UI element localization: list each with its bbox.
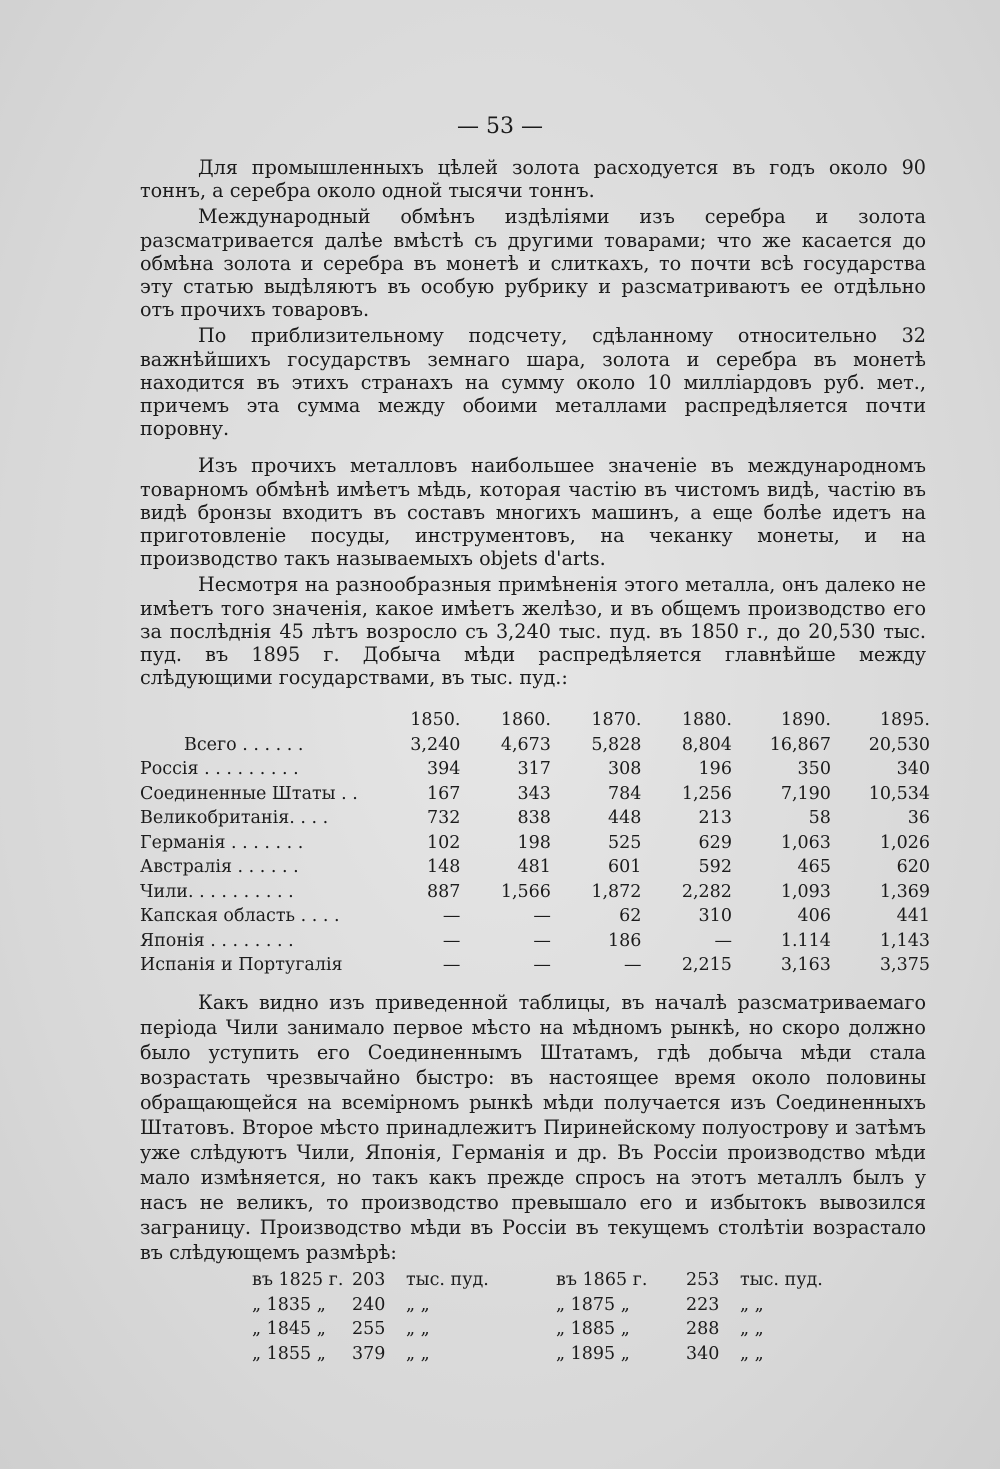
table-cell: 887 — [427, 881, 461, 902]
table-cell: 1,143 — [879, 930, 930, 951]
country-name: Японія . . . . . . . . — [140, 930, 294, 951]
table-cell: 167 — [427, 783, 461, 804]
table-cell: 213 — [698, 808, 732, 829]
table-cell: 1,256 — [681, 783, 732, 804]
table-cell: 148 — [427, 857, 461, 878]
unit-cell: „ „ — [406, 1319, 430, 1340]
table-cell: 394 — [427, 759, 461, 780]
table-cell: 601 — [608, 857, 642, 878]
country-name: Капская область . . . . — [140, 906, 340, 927]
table-cell: 20,530 — [868, 734, 930, 755]
value-cell: 288 — [686, 1319, 720, 1340]
table-cell: 2,215 — [681, 955, 732, 976]
year-cell: въ 1865 г. — [556, 1270, 648, 1291]
table-cell: 3,375 — [879, 955, 930, 976]
table-cell: 1,369 — [879, 881, 930, 902]
table-row — [140, 782, 930, 807]
paragraph: Несмотря на разнообразныя примѣненія этого металла, онъ далеко не имѣетъ того значенія, какое имѣетъ желѣзо, и въ общемъ производство его за послѣднія 45 лѣтъ возросло съ 3,240 тыс. пуд. въ 1850 г., до 20,530 тыс. пуд. въ 1895 г. Добыча мѣди распредѣляется главнѣйше между слѣдующими государствами, въ тыс. пуд.: — [140, 573, 926, 690]
table-cell: 784 — [608, 783, 642, 804]
table-cell: 308 — [608, 759, 642, 780]
value-cell: 255 — [352, 1319, 386, 1340]
year-cell: въ 1825 г. — [252, 1270, 344, 1291]
country-name: Германія . . . . . . . — [140, 832, 304, 853]
table-cell: 317 — [517, 759, 551, 780]
year-cell: „ 1895 „ — [556, 1343, 630, 1364]
unit-cell: „ „ — [740, 1294, 764, 1315]
year-header: 1895. — [879, 710, 930, 731]
year-header: 1870. — [591, 710, 642, 731]
copper-production-table — [140, 708, 930, 978]
table-cell: 10,534 — [868, 783, 930, 804]
table-cell: 310 — [698, 906, 732, 927]
table-cell: 8,804 — [681, 734, 732, 755]
text-body-2 — [140, 990, 926, 1265]
value-cell: 223 — [686, 1294, 720, 1315]
table-cell: 732 — [427, 808, 461, 829]
country-name: Испанія и Португалія — [140, 955, 343, 976]
table-row — [252, 1342, 890, 1367]
table-cell: 5,828 — [591, 734, 642, 755]
year-header: 1860. — [500, 710, 551, 731]
table-cell: 196 — [698, 759, 732, 780]
value-cell: 203 — [352, 1270, 386, 1291]
unit-cell: „ „ — [740, 1319, 764, 1340]
table-cell: 592 — [698, 857, 732, 878]
table-row — [140, 855, 930, 880]
value-cell: 340 — [686, 1343, 720, 1364]
paragraph: Для промышленныхъ цѣлей золота расходуется въ годъ около 90 тоннъ, а серебра около одной тысячи тоннъ. — [140, 156, 926, 203]
table-cell: — — [533, 955, 551, 976]
country-name: Всего . . . . . . — [184, 734, 304, 755]
table-cell: 62 — [619, 906, 642, 927]
table-row — [140, 831, 930, 856]
table-cell: 198 — [517, 832, 551, 853]
table-cell: 525 — [608, 832, 642, 853]
table-cell: 465 — [797, 857, 831, 878]
table-header-row — [140, 708, 930, 733]
table-row — [252, 1268, 890, 1293]
table-row — [140, 929, 930, 954]
table-cell: 3,240 — [410, 734, 461, 755]
table-cell: 343 — [517, 783, 551, 804]
unit-cell: тыс. пуд. — [406, 1270, 489, 1291]
year-header: 1890. — [780, 710, 831, 731]
paragraph: Какъ видно изъ приведенной таблицы, въ началѣ разсматриваемаго періода Чили занимало первое мѣсто на мѣдномъ рынкѣ, но скоро должно было уступить его Соединеннымъ Штатамъ, гдѣ добыча мѣди стала возрастать чрезвычайно быстро: въ настоящее время около половины обращающейся на всемірномъ рынкѣ мѣди получается изъ Соединенныхъ Штатовъ. Второе мѣсто принадлежитъ Пиринейскому полуострову и затѣмъ уже слѣдуютъ Чили, Японія, Германія и др. Въ Россіи производство мѣди мало измѣняется, но такъ какъ прежде спросъ на этотъ металлъ былъ у насъ не великъ, то производство превышало его и избытокъ вывозился заграницу. Производство мѣди въ Россіи въ текущемъ столѣтіи возрастало въ слѣдующемъ размѣрѣ: — [140, 991, 926, 1264]
table-cell: — — [623, 955, 642, 976]
table-row — [140, 806, 930, 831]
table-row — [140, 757, 930, 782]
table-cell: — — [442, 955, 461, 976]
text-body — [140, 156, 926, 689]
table-cell: 441 — [896, 906, 930, 927]
table-row — [140, 733, 930, 758]
table-cell: — — [533, 930, 551, 951]
table-cell: 36 — [907, 808, 930, 829]
table-cell: 838 — [517, 808, 551, 829]
table-row — [140, 880, 930, 905]
value-cell: 240 — [352, 1294, 386, 1315]
country-name: Россія . . . . . . . . . — [140, 759, 299, 780]
table-cell: 1,566 — [500, 881, 551, 902]
table-cell: 1.114 — [780, 930, 831, 951]
table-cell: 3,163 — [780, 955, 831, 976]
value-cell: 379 — [352, 1343, 386, 1364]
value-cell: 253 — [686, 1270, 720, 1291]
unit-cell: „ „ — [406, 1294, 430, 1315]
table-cell: 448 — [608, 808, 642, 829]
paragraph: По приблизительному подсчету, сдѣланному относительно 32 важнѣйшихъ государствъ земнаго шара, золота и серебра въ монетѣ находится въ этихъ странахъ на сумму около 10 милліардовъ руб. мет., причемъ эта сумма между обоими металлами распредѣляется почти поровну. — [140, 324, 926, 441]
table-row — [252, 1317, 890, 1342]
year-cell: „ 1835 „ — [252, 1294, 326, 1315]
table-header-blank — [140, 708, 410, 733]
year-cell: „ 1845 „ — [252, 1319, 326, 1340]
table-cell: 16,867 — [769, 734, 831, 755]
paragraph: Изъ прочихъ металловъ наибольшее значеніе въ международномъ товарномъ обмѣнѣ имѣетъ мѣдь, которая частію въ чистомъ видѣ, частію въ видѣ бронзы входитъ въ составъ многихъ машинъ, а еще болѣе идетъ на приготовленіе посуды, инструментовъ, на чеканку монеты, и на производство такъ называемыхъ objets d'arts. — [140, 454, 926, 571]
year-cell: „ 1875 „ — [556, 1294, 630, 1315]
table-cell: 4,673 — [500, 734, 551, 755]
table-row — [140, 953, 930, 978]
russia-copper-table — [252, 1268, 890, 1366]
table-row — [252, 1293, 890, 1318]
country-name: Соединенные Штаты . . — [140, 783, 358, 804]
table-cell: 350 — [797, 759, 831, 780]
country-name: Великобританія. . . . — [140, 808, 329, 829]
table-cell: 186 — [608, 930, 642, 951]
table-cell: 1,063 — [780, 832, 831, 853]
year-header: 1880. — [681, 710, 732, 731]
table-cell: 620 — [896, 857, 930, 878]
page-number: — 53 — — [457, 114, 543, 139]
year-cell: „ 1855 „ — [252, 1343, 326, 1364]
unit-cell: „ „ — [406, 1343, 430, 1364]
table-row — [140, 904, 930, 929]
table-cell: 102 — [427, 832, 461, 853]
table-cell: 406 — [797, 906, 831, 927]
table-cell: 629 — [698, 832, 732, 853]
table-cell: 1,872 — [591, 881, 642, 902]
table-cell: — — [442, 930, 461, 951]
paragraph: Международный обмѣнъ издѣліями изъ серебра и золота разсматривается далѣе вмѣстѣ съ другими товарами; что же касается до обмѣна золота и серебра въ монетѣ и слиткахъ, то почти всѣ государства эту статью выдѣляютъ въ особую рубрику и разсматриваютъ ее отдѣльно отъ прочихъ товаровъ. — [140, 205, 926, 322]
table-cell: 7,190 — [780, 783, 831, 804]
country-name: Австралія . . . . . . — [140, 857, 299, 878]
table-cell: 340 — [896, 759, 930, 780]
year-header: 1850. — [410, 710, 461, 731]
table-cell: 1,026 — [879, 832, 930, 853]
unit-cell: „ „ — [740, 1343, 764, 1364]
table-cell: 1,093 — [780, 881, 831, 902]
table-cell: — — [442, 906, 461, 927]
country-name: Чили. . . . . . . . . . — [140, 881, 294, 902]
year-cell: „ 1885 „ — [556, 1319, 630, 1340]
table-cell: 58 — [808, 808, 831, 829]
table-cell: — — [714, 930, 732, 951]
table-cell: 481 — [517, 857, 551, 878]
table-cell: 2,282 — [681, 881, 732, 902]
unit-cell: тыс. пуд. — [740, 1270, 823, 1291]
table-cell: — — [533, 906, 551, 927]
